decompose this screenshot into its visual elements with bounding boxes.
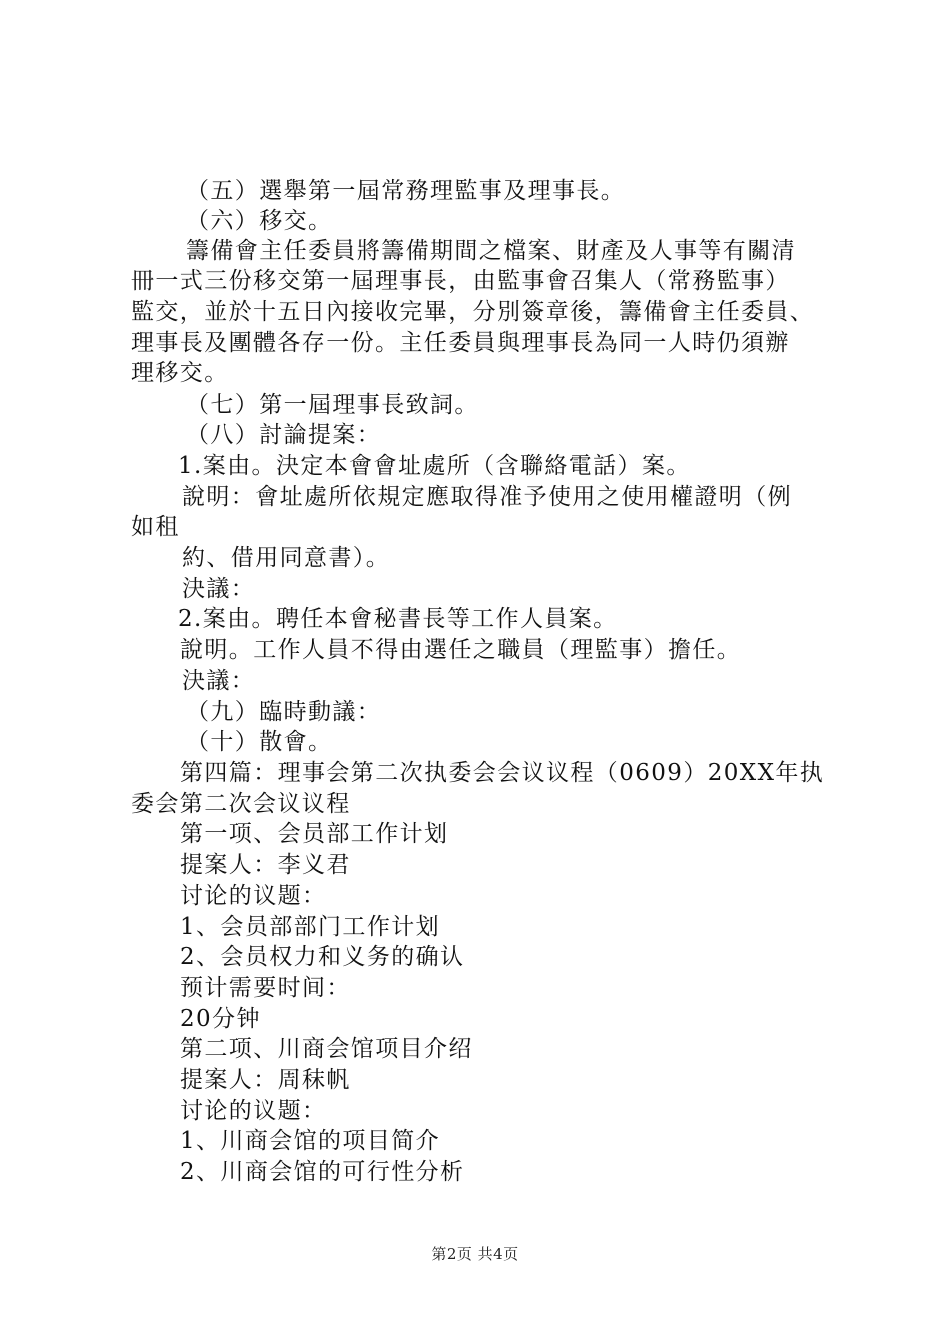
- text-line: 讨论的议题：: [180, 883, 327, 909]
- text-line: 讨论的议题：: [180, 1098, 327, 1124]
- text-line: 說明。工作人員不得由選任之職員（理監事）擔任。: [180, 637, 742, 663]
- text-line: 1.案由。決定本會會址處所（含聯絡電話）案。: [178, 453, 691, 479]
- text-line: 如租: [131, 514, 180, 540]
- text-line: 2、川商会馆的可行性分析: [180, 1159, 465, 1185]
- text-line: 20分钟: [180, 1006, 261, 1032]
- text-line: 說明：會址處所依規定應取得准予使用之使用權證明（例: [182, 484, 792, 510]
- text-line: （五）選舉第一屆常務理監事及理事長。: [186, 178, 626, 204]
- text-line: 2.案由。聘任本會秘書長等工作人員案。: [178, 606, 618, 632]
- text-line: 1、川商会馆的项目简介: [180, 1128, 441, 1154]
- text-line: 監交，並於十五日內接收完畢，分別簽章後，籌備會主任委員、: [131, 299, 815, 325]
- text-line: 提案人：周秣帆: [180, 1067, 351, 1093]
- text-line: 第一项、会员部工作计划: [180, 821, 449, 847]
- section-heading: 第四篇：理事会第二次执委会会议议程（0609）20XX年执: [180, 760, 825, 786]
- text-line: 1、会员部部门工作计划: [180, 914, 441, 940]
- text-line: 決議：: [182, 668, 256, 694]
- page-footer: 第2页 共4页: [431, 1245, 519, 1263]
- text-line: 約、借用同意書）。: [182, 545, 391, 571]
- text-line: 预计需要时间：: [180, 975, 351, 1001]
- text-line: （七）第一屆理事長致詞。: [186, 392, 479, 418]
- text-line: （九）臨時動議：: [186, 699, 382, 725]
- text-line: 籌備會主任委員將籌備期間之檔案、財產及人事等有關清: [186, 238, 796, 264]
- text-line: 理事長及團體各存一份。主任委員與理事長為同一人時仍須辦: [131, 330, 790, 356]
- text-line: （十）散會。: [186, 729, 333, 755]
- text-line: 提案人：李义君: [180, 852, 351, 878]
- text-line: （六）移交。: [186, 208, 333, 234]
- text-line: 第二项、川商会馆项目介绍: [180, 1036, 473, 1062]
- section-heading: 委会第二次会议议程: [131, 791, 351, 817]
- text-line: 冊一式三份移交第一屆理事長，由監事會召集人（常務監事）: [131, 268, 790, 294]
- text-line: 理移交。: [131, 360, 229, 386]
- text-line: 決議：: [182, 576, 256, 602]
- text-line: （八）討論提案：: [186, 422, 382, 448]
- text-line: 2、会员权力和义务的确认: [180, 944, 465, 970]
